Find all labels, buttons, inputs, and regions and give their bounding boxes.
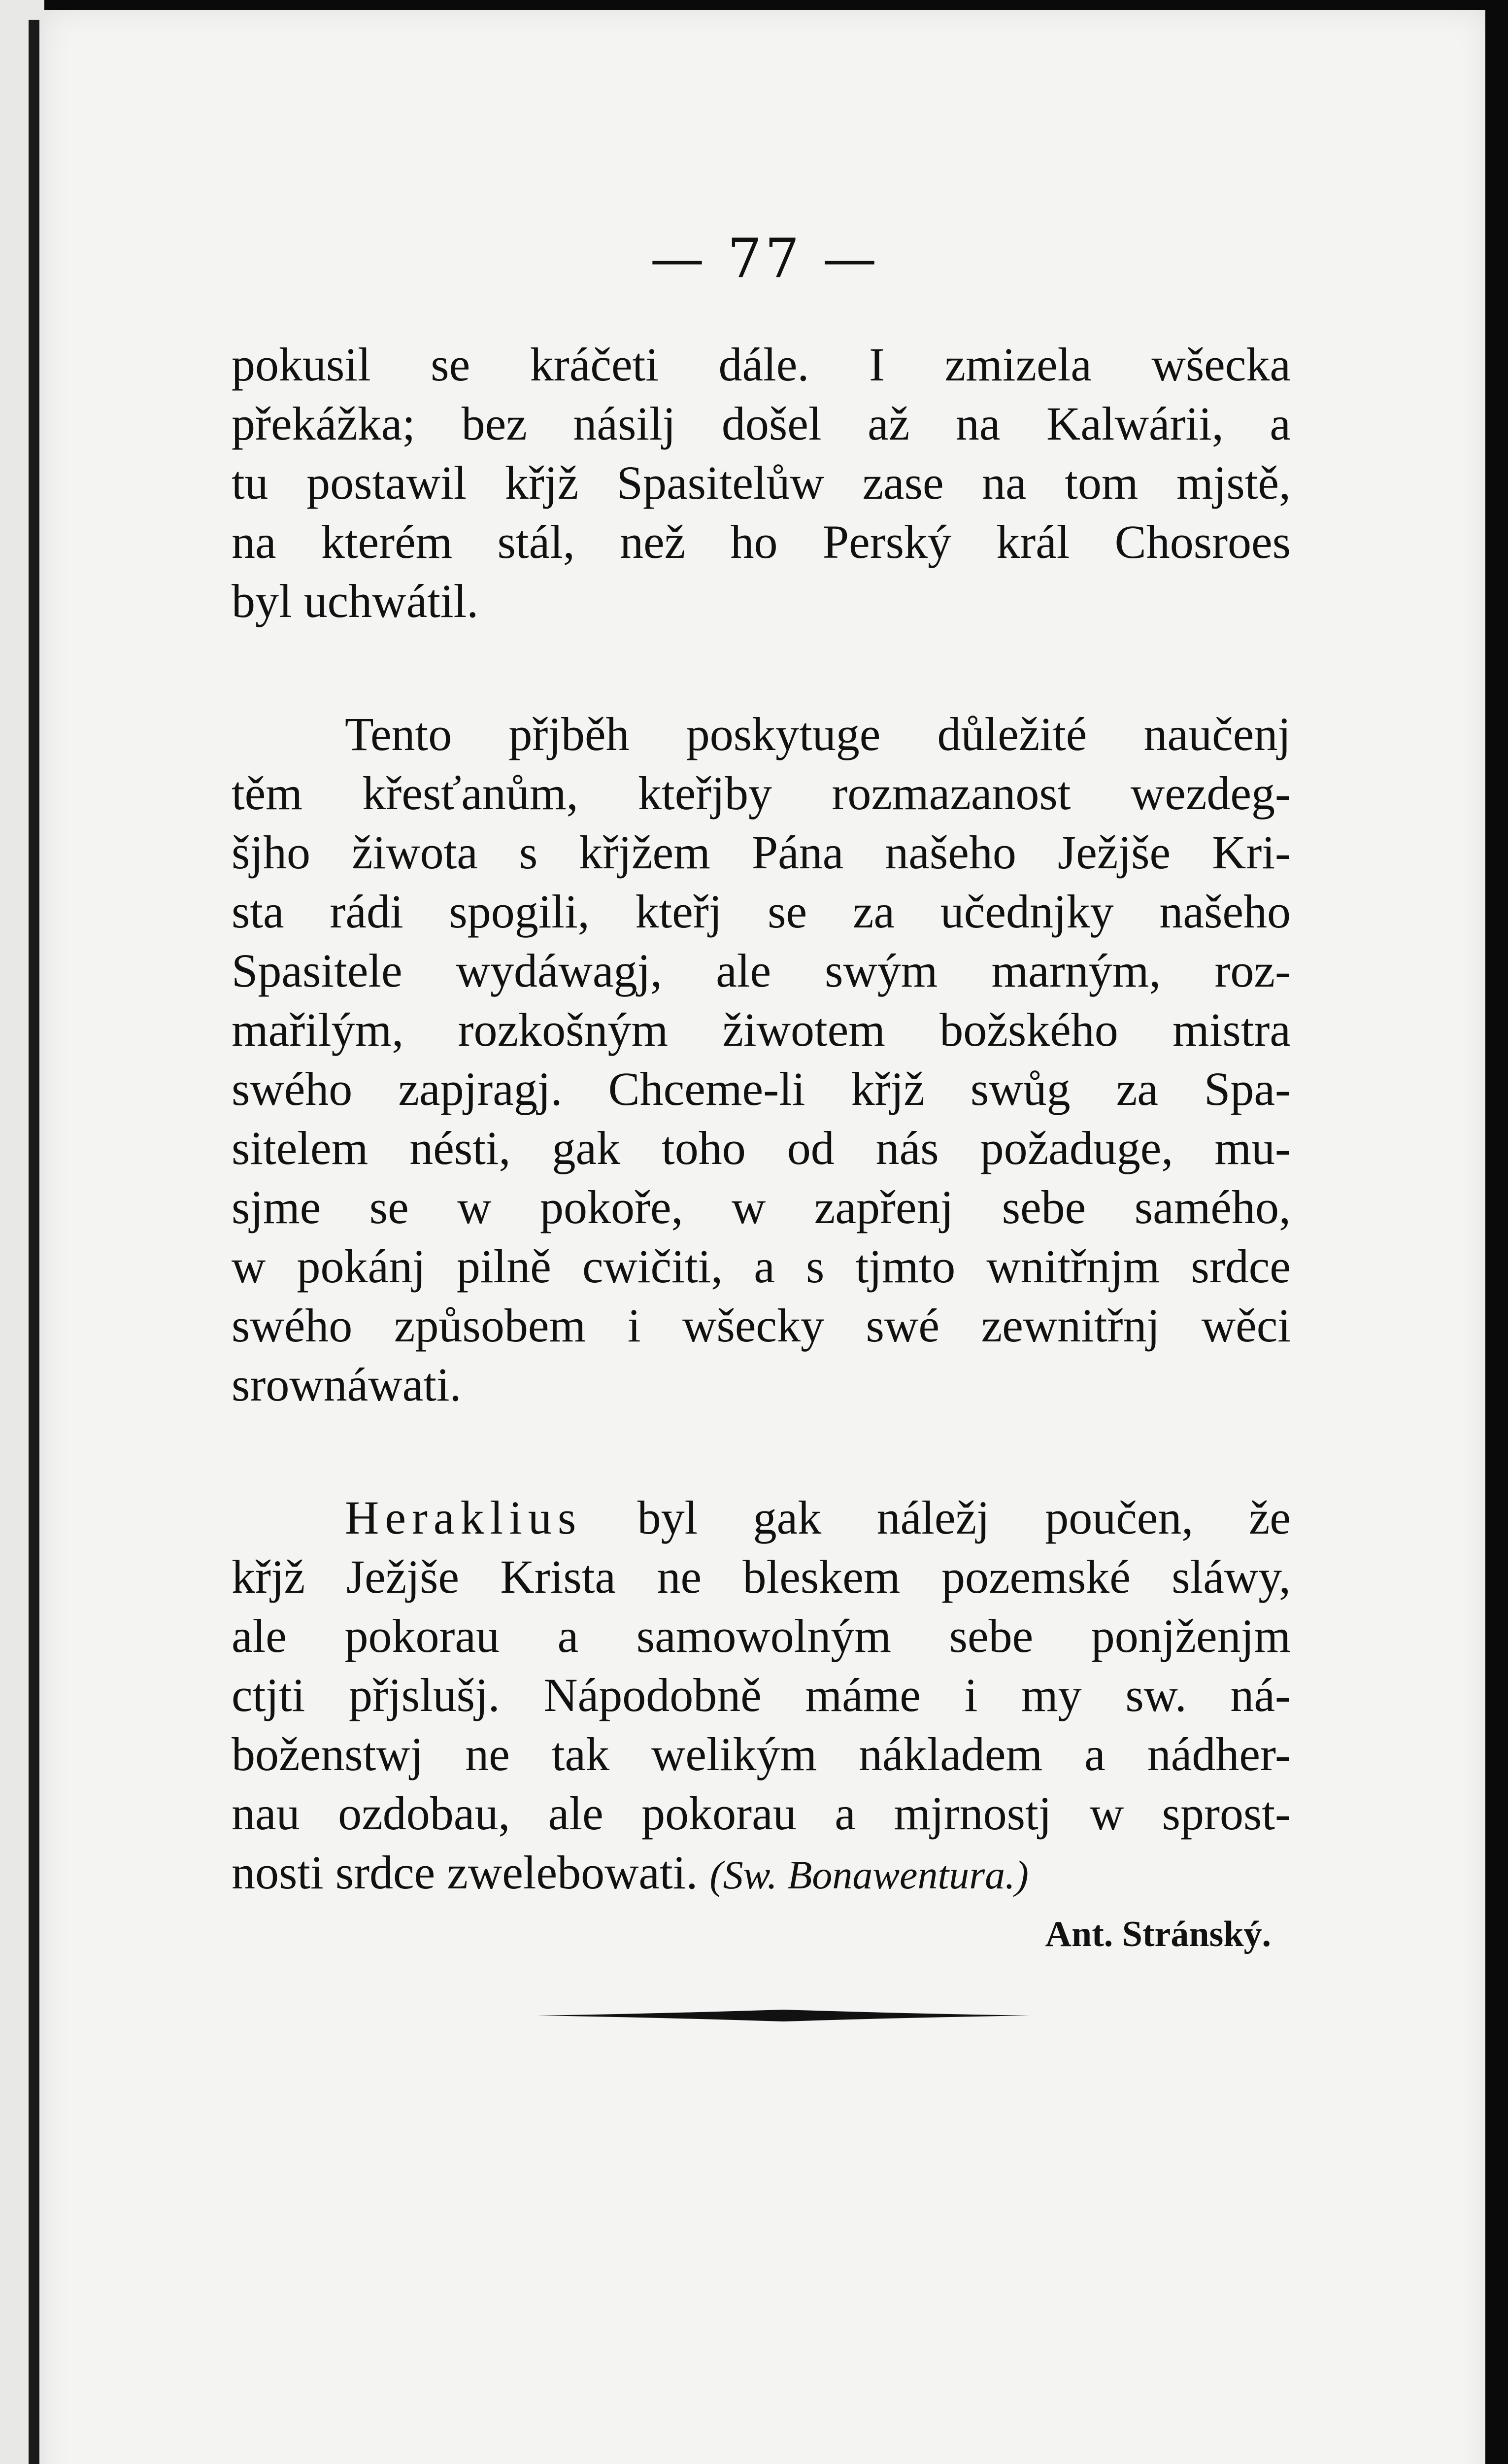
body-text bbox=[232, 335, 1291, 1961]
text-line: Spasitele wydáwagj, ale swým marným, roz- bbox=[232, 944, 1291, 997]
text-line: swého zapjragj. Chceme-li křjž swůg za Spa- bbox=[232, 1062, 1291, 1115]
text-line: byl uchwátil. bbox=[232, 575, 479, 627]
text-line: swého způsobem i wšecky swé zewnitřnj wěci bbox=[232, 1299, 1291, 1352]
book-page bbox=[44, 10, 1485, 2464]
page-number: — 77 — bbox=[650, 227, 880, 290]
author-signature: Ant. Stránský. bbox=[1045, 1914, 1271, 1954]
text-line: sjme se w pokoře, w zapřenj sebe samého, bbox=[232, 1181, 1291, 1233]
text-line: nau ozdobau, ale pokorau a mjrnostj w sprost- bbox=[232, 1787, 1291, 1840]
text-line: w pokánj pilně cwičiti, a s tjmto wnitřnjm srdce bbox=[232, 1240, 1291, 1293]
text-line: sta rádi spogili, kteřj se za učednjky našeho bbox=[232, 885, 1291, 938]
text-line: překážka; bez násilj došel až na Kalwárii, a bbox=[232, 397, 1291, 450]
text-fragment: byl gak náležj poučen, že bbox=[637, 1491, 1291, 1544]
text-line: šjho žiwota s křjžem Pána našeho Ježjše Kri- bbox=[232, 826, 1291, 879]
text-line: tu postawil křjž Spasitelůw zase na tom mjstě, bbox=[232, 456, 1291, 509]
text-line: srownáwati. bbox=[232, 1358, 462, 1411]
paragraph-gap bbox=[232, 1414, 1291, 1488]
text-line: na kterém stál, než ho Perský král Chosroes bbox=[232, 515, 1291, 568]
paragraph-gap bbox=[232, 631, 1291, 705]
text-line: sitelem nésti, gak toho od nás požaduge, mu- bbox=[232, 1122, 1291, 1174]
text-line bbox=[232, 1488, 1291, 1547]
text-line: pokusil se kráčeti dále. I zmizela wšecka bbox=[232, 338, 1291, 391]
page-binding-edge bbox=[29, 20, 39, 2464]
text-line: ctjti přjslušj. Nápodobně máme i my sw. ná- bbox=[232, 1669, 1291, 1721]
text-fragment: nosti srdce zwelebowati. bbox=[232, 1846, 698, 1899]
source-citation: (Sw. Bonawentura.) bbox=[709, 1852, 1029, 1897]
tapered-rule-divider bbox=[537, 2001, 1030, 2030]
text-line: těm křesťanům, kteřjby rozmazanost wezdeg- bbox=[232, 767, 1291, 820]
divider-shape bbox=[537, 2010, 1030, 2021]
spaced-name-heraklius: Heraklius bbox=[345, 1491, 582, 1544]
text-line: boženstwj ne tak welikým nákladem a nádher- bbox=[232, 1728, 1291, 1780]
text-line bbox=[232, 1843, 1291, 1902]
text-line: křjž Ježjše Krista ne bleskem pozemské sláwy, bbox=[232, 1550, 1291, 1603]
text-line: mařilým, rozkošným žiwotem božského mistra bbox=[232, 1003, 1291, 1056]
text-line: Tento přjběh poskytuge důležité naučenj bbox=[345, 708, 1291, 760]
text-line: ale pokorau a samowolným sebe ponjženjm bbox=[232, 1609, 1291, 1662]
